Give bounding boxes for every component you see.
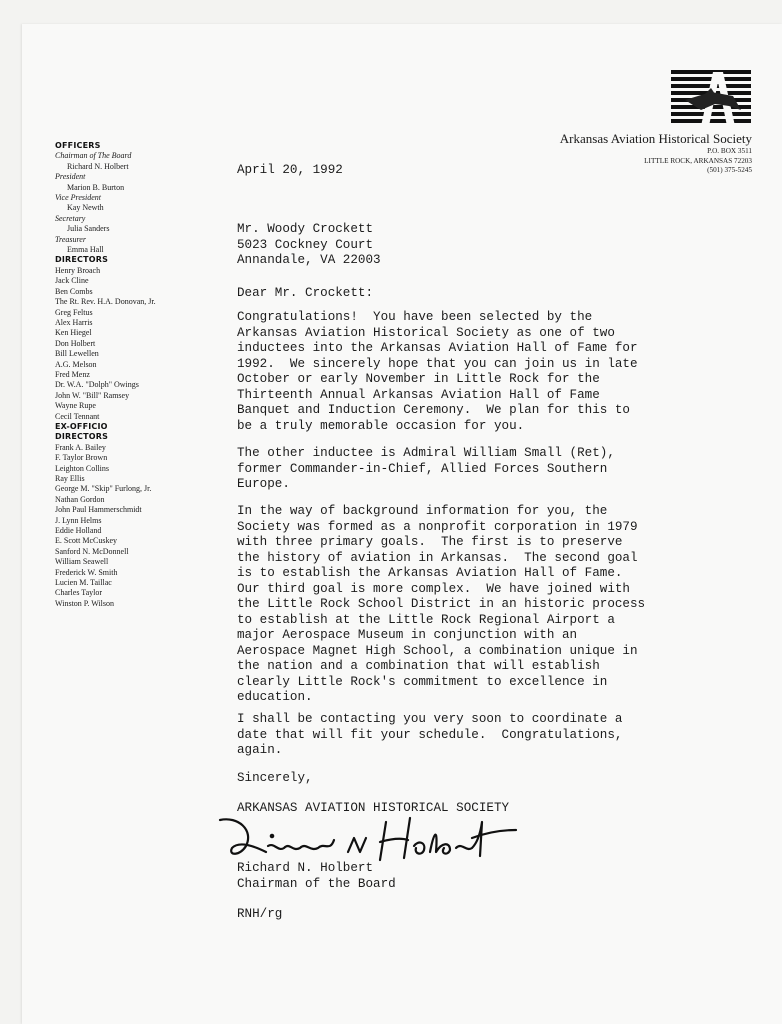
recipient-street: 5023 Cockney Court: [237, 237, 374, 252]
paragraph-congratulations: [237, 310, 638, 434]
city-state-zip: LITTLE ROCK, ARKANSAS 72203: [644, 156, 752, 165]
text-line: the nation and a combination that will establish: [237, 659, 600, 673]
officer-role: Vice President: [55, 193, 101, 203]
recipient-address: [237, 222, 381, 269]
text-line: In the way of background information for you, the: [237, 504, 608, 518]
ex-officio-name: E. Scott McCuskey: [55, 536, 117, 546]
director-name: John W. "Bill" Ramsey: [55, 390, 130, 400]
text-line: major Aerospace Museum in conjunction with an: [237, 628, 578, 642]
text-line: Aerospace Magnet High School, a combination unique in: [237, 643, 638, 658]
ex-officio-name: Lucien M. Taillac: [55, 578, 112, 588]
director-name: Ken Hiegel: [55, 328, 92, 338]
ex-officio-name: Winston P. Wilson: [55, 598, 114, 608]
salutation: Dear Mr. Crockett:: [237, 286, 374, 300]
ex-officio-name: F. Taylor Brown: [55, 453, 108, 463]
signer-title: Chairman of the Board: [237, 876, 396, 891]
text-line: Congratulations! You have been selected by the: [237, 310, 593, 324]
ex-officio-name: George M. "Skip" Furlong, Jr.: [55, 484, 152, 494]
ex-officio-name: Ray Ellis: [55, 474, 85, 483]
paragraph-other-inductee: [237, 446, 615, 493]
text-line: again.: [237, 743, 283, 757]
text-line: Thirteenth Annual Arkansas Aviation Hall of Fame: [237, 387, 600, 402]
text-line: education.: [237, 690, 313, 704]
text-line: is to establish the Arkansas Aviation Hall of Fame.: [237, 566, 623, 580]
officer-role: Chairman of The Board: [55, 151, 132, 161]
text-line: the Little Rock School District in an historic process: [237, 597, 646, 611]
officer-role: President: [55, 172, 86, 182]
text-line: October or early November in Little Rock for the: [237, 372, 600, 386]
letter-date: April 20, 1992: [237, 163, 343, 177]
organization-signature-line: ARKANSAS AVIATION HISTORICAL SOCIETY: [237, 801, 510, 815]
ex-officio-name: William Seawell: [55, 557, 109, 567]
po-box: P.O. BOX 3511: [707, 147, 752, 155]
text-line: former Commander-in-Chief, Allied Forces Southern: [237, 461, 608, 476]
text-line: Banquet and Induction Ceremony. We plan for this to: [237, 403, 630, 417]
signer-name: Richard N. Holbert: [237, 861, 374, 875]
officers-heading: OFFICERS: [55, 141, 101, 150]
director-name: Bill Lewellen: [55, 349, 99, 359]
sidebar-board-list: [55, 141, 185, 609]
director-name: Greg Feltus: [55, 307, 93, 317]
officer-name: Kay Newth: [67, 203, 104, 213]
director-name: Cecil Tennant: [55, 411, 100, 421]
paragraph-background: [237, 504, 645, 706]
ex-officio-name: Frank A. Bailey: [55, 442, 106, 452]
ex-officio-heading: EX-OFFICIO: [55, 421, 108, 431]
officer-role: Treasurer: [55, 234, 86, 244]
officer-role: Secretary: [55, 213, 86, 223]
ex-officio-heading: DIRECTORS: [55, 432, 109, 442]
text-line: with three primary goals. The first is to preserve: [237, 535, 623, 549]
directors-heading: DIRECTORS: [55, 255, 109, 265]
director-name: The Rt. Rev. H.A. Donovan, Jr.: [55, 297, 156, 307]
director-name: Dr. W.A. "Dolph" Owings: [55, 380, 139, 390]
paragraph-followup: [237, 712, 622, 759]
text-line: date that will fit your schedule. Congratulations,: [237, 727, 623, 742]
recipient-name: Mr. Woody Crockett: [237, 222, 374, 236]
director-name: A.G. Melson: [55, 359, 97, 369]
ex-officio-name: Eddie Holland: [55, 526, 102, 536]
organization-address: [644, 147, 752, 176]
signer-block: [237, 861, 396, 892]
officer-name: Marion B. Burton: [67, 182, 125, 192]
officer-name: Julia Sanders: [67, 224, 110, 234]
director-name: Wayne Rupe: [55, 401, 96, 411]
handwritten-signature-icon: [218, 812, 518, 868]
text-line: Arkansas Aviation Historical Society as one of two: [237, 325, 615, 340]
text-line: Society was formed as a nonprofit corporation in 1979: [237, 519, 638, 534]
recipient-city: Annandale, VA 22003: [237, 253, 381, 267]
officer-name: Emma Hall: [67, 245, 104, 255]
director-name: Henry Broach: [55, 265, 101, 275]
aviation-a-logo-icon: [671, 70, 751, 126]
text-line: the history of aviation in Arkansas. The second goal: [237, 550, 638, 565]
text-line: clearly Little Rock's commitment to excellence in: [237, 674, 608, 689]
director-name: Jack Cline: [55, 276, 89, 286]
director-name: Fred Menz: [55, 369, 90, 379]
ex-officio-name: Frederick W. Smith: [55, 567, 118, 577]
text-line: The other inductee is Admiral William Small (Ret),: [237, 446, 615, 460]
text-line: 1992. We sincerely hope that you can join us in late: [237, 356, 638, 371]
phone: (501) 375-5245: [707, 166, 752, 174]
closing: Sincerely,: [237, 771, 313, 785]
typist-initials: RNH/rg: [237, 907, 283, 921]
text-line: I shall be contacting you very soon to coordinate a: [237, 712, 623, 726]
ex-officio-name: J. Lynn Helms: [55, 515, 102, 525]
director-name: Don Holbert: [55, 338, 96, 348]
text-line: be a truly memorable occasion for you.: [237, 418, 525, 433]
officer-name: Richard N. Holbert: [67, 161, 129, 171]
text-line: Europe.: [237, 477, 290, 491]
text-line: to establish at the Little Rock Regional Airport a: [237, 612, 615, 627]
ex-officio-name: Nathan Gordon: [55, 494, 105, 504]
text-line: Our third goal is more complex. We have joined with: [237, 581, 630, 596]
ex-officio-name: Charles Taylor: [55, 588, 103, 598]
ex-officio-name: Sanford N. McDonnell: [55, 546, 129, 556]
text-line: inductees into the Arkansas Aviation Hall of Fame for: [237, 341, 638, 355]
ex-officio-name: John Paul Hammerschmidt: [55, 505, 142, 515]
organization-name: Arkansas Aviation Historical Society: [559, 131, 752, 146]
ex-officio-name: Leighton Collins: [55, 463, 109, 473]
director-name: Alex Harris: [55, 317, 93, 327]
director-name: Ben Combs: [55, 286, 93, 296]
